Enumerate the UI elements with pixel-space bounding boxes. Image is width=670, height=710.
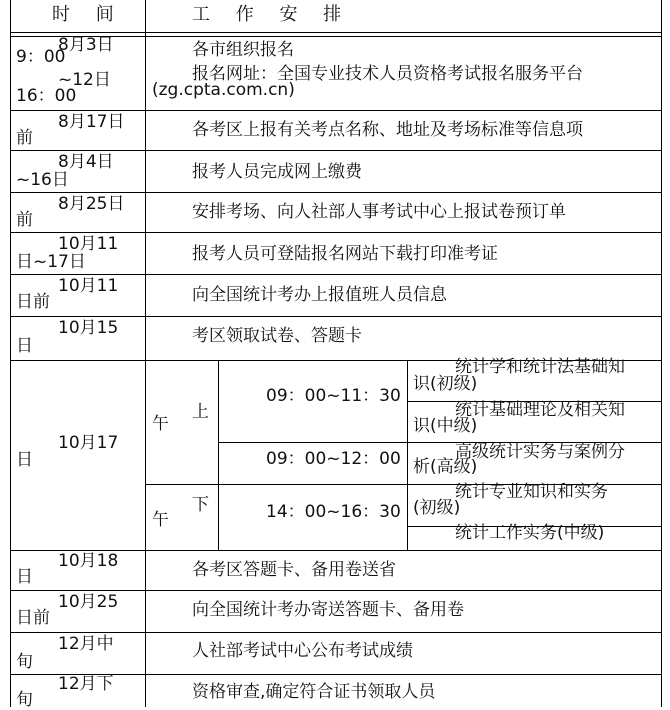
column-divider bbox=[661, 0, 662, 707]
work-cell: 报考人员可登陆报名网站下载打印准考证 bbox=[192, 244, 498, 264]
time-cell: ~16日 bbox=[16, 170, 69, 190]
exam-date: 日 bbox=[16, 450, 33, 470]
time-cell: 日~17日 bbox=[16, 252, 86, 272]
time-cell: 12月中 bbox=[58, 634, 114, 654]
row-divider bbox=[10, 232, 662, 233]
subject-cell: 高级统计实务与案例分 bbox=[455, 442, 625, 462]
subject-cell: 统计专业知识和实务 bbox=[455, 482, 608, 502]
exam-date: 10月17 bbox=[58, 433, 119, 453]
time-cell: 8月4日 bbox=[58, 152, 114, 172]
time-cell: 前 bbox=[16, 210, 33, 230]
work-cell: 向全国统计考办上报值班人员信息 bbox=[192, 285, 447, 305]
time-cell: 16：00 bbox=[16, 86, 77, 106]
work-cell: 各考区上报有关考点名称、地址及考场标准等信息项 bbox=[192, 120, 583, 140]
time-cell: 10月25 bbox=[58, 592, 119, 612]
slot-time: 09：00~12：00 bbox=[266, 449, 401, 469]
work-cell: 各考区答题卡、备用卷送省 bbox=[192, 560, 396, 580]
row-divider bbox=[10, 590, 662, 591]
time-cell: 12月下 bbox=[58, 674, 114, 694]
column-divider bbox=[145, 0, 146, 707]
work-cell: 报考人员完成网上缴费 bbox=[192, 162, 362, 182]
time-cell: 旬 bbox=[16, 652, 33, 672]
work-cell: 资格审查,确定符合证书领取人员 bbox=[192, 682, 436, 702]
row-divider bbox=[10, 110, 662, 111]
work-cell: 报名网址：全国专业技术人员资格考试报名服务平台 bbox=[192, 64, 583, 84]
slot-time: 14：00~16：30 bbox=[266, 502, 401, 522]
work-cell: 人社部考试中心公布考试成绩 bbox=[192, 641, 413, 661]
time-cell: 日前 bbox=[16, 608, 50, 628]
time-cell: 前 bbox=[16, 128, 33, 148]
subject-cell: 统计工作实务(中级) bbox=[455, 523, 605, 543]
time-cell: 日 bbox=[16, 567, 33, 587]
work-cell: (zg.cpta.com.cn) bbox=[152, 80, 295, 100]
row-divider bbox=[10, 32, 662, 33]
subject-cell: 识(中级) bbox=[413, 416, 478, 436]
time-cell: 日 bbox=[16, 336, 33, 356]
time-cell: 10月11 bbox=[58, 276, 119, 296]
work-cell: 考区领取试卷、答题卡 bbox=[192, 326, 362, 346]
row-divider bbox=[10, 192, 662, 193]
column-divider bbox=[10, 0, 11, 707]
row-divider bbox=[10, 632, 662, 633]
column-divider bbox=[407, 360, 408, 550]
row-divider bbox=[10, 316, 662, 317]
row-divider bbox=[10, 274, 662, 275]
subject-cell: 统计基础理论及相关知 bbox=[455, 400, 625, 420]
subject-cell: 识(初级) bbox=[413, 374, 478, 394]
slot-time: 09：00~11：30 bbox=[266, 386, 401, 406]
time-cell: 10月15 bbox=[58, 318, 119, 338]
header-time: 时 间 bbox=[52, 4, 124, 25]
subject-cell: 统计学和统计法基础知 bbox=[455, 357, 625, 377]
work-cell: 各市组织报名 bbox=[192, 40, 294, 60]
work-cell: 向全国统计考办寄送答题卡、备用卷 bbox=[192, 600, 464, 620]
time-cell: 10月11 bbox=[58, 234, 119, 254]
time-cell: 8月25日 bbox=[58, 194, 125, 214]
time-cell: 日前 bbox=[16, 292, 50, 312]
afternoon-label: 下 bbox=[192, 495, 209, 515]
subject-cell: (初级) bbox=[413, 498, 461, 518]
time-cell: ~12日 bbox=[58, 70, 111, 90]
morning-label: 上 bbox=[192, 402, 209, 422]
header-work: 工 作 安 排 bbox=[192, 4, 352, 25]
column-divider bbox=[218, 360, 219, 550]
work-cell: 安排考场、向人社部人事考试中心上报试卷预订单 bbox=[192, 202, 566, 222]
time-cell: 10月18 bbox=[58, 551, 119, 571]
subject-cell: 析(高级) bbox=[413, 457, 478, 477]
afternoon-label: 午 bbox=[152, 510, 169, 530]
time-cell: 8月3日 bbox=[58, 35, 114, 55]
time-cell: 9：00 bbox=[16, 47, 66, 67]
time-cell: 8月17日 bbox=[58, 112, 125, 132]
row-divider bbox=[10, 150, 662, 151]
morning-label: 午 bbox=[152, 414, 169, 434]
time-cell: 旬 bbox=[16, 690, 33, 710]
